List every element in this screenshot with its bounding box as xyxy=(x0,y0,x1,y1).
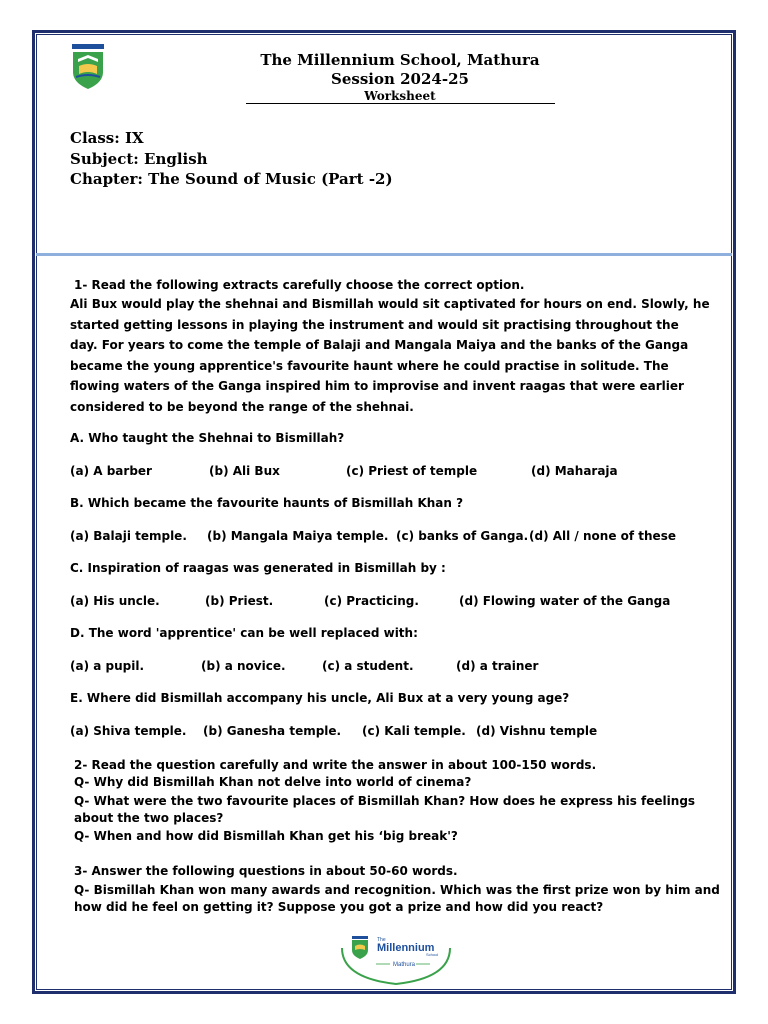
question-d-option-a: (a) a pupil. xyxy=(70,659,145,673)
footer-logo-city: Mathura xyxy=(393,962,416,968)
school-crest-logo xyxy=(70,44,106,90)
footer-logo-the: The xyxy=(377,937,386,943)
question-b-option-b: (b) Mangala Maiya temple. xyxy=(207,529,389,543)
question-e-option-c: (c) Kali temple. xyxy=(362,724,466,738)
question-e-option-d: (d) Vishnu temple xyxy=(476,724,598,738)
question-c: C. Inspiration of raagas was generated in Bismillah by : xyxy=(70,561,446,575)
question-b: B. Which became the favourite haunts of Bismillah Khan ? xyxy=(70,496,464,510)
question-b-option-a: (a) Balaji temple. xyxy=(70,529,187,543)
question-e-option-a: (a) Shiva temple. xyxy=(70,724,187,738)
question-a-option-a: (a) A barber xyxy=(70,464,152,478)
question-c-option-b: (b) Priest. xyxy=(205,594,274,608)
question-c-option-d: (d) Flowing water of the Ganga xyxy=(459,594,671,608)
footer-logo-school: School xyxy=(426,952,439,957)
question-c-option-a: (a) His uncle. xyxy=(70,594,160,608)
extract-passage: Ali Bux would play the shehnai and Bismillah would sit captivated for hours on end. Slowly, he started getting lessons in playing the instrument and would sit practising throughout the day. For years to come the temple of Balaji and Mangala Maiya and the banks of the Ganga became the young apprentice's favourite haunt where he could practise in solitude. The flowing waters of the Ganga inspired him to improvise and invent raagas that were earlier considered to be beyond the range of the shehnai. xyxy=(70,297,710,414)
question-b-option-d: (d) All / none of these xyxy=(529,529,676,543)
section-divider xyxy=(36,253,732,256)
question-d-option-d: (d) a trainer xyxy=(456,659,539,673)
document-header xyxy=(240,50,560,103)
section3-heading: 3- Answer the following questions in about 50-60 words. xyxy=(74,864,458,878)
question-e: E. Where did Bismillah accompany his uncle, Ali Bux at a very young age? xyxy=(70,691,570,705)
section2-heading: 2- Read the question carefully and write the answer in about 100-150 words. xyxy=(74,758,597,772)
question-d-option-b: (b) a novice. xyxy=(201,659,286,673)
question-a-option-d: (d) Maharaja xyxy=(531,464,618,478)
worksheet-meta xyxy=(70,128,393,190)
section1-heading: 1- Read the following extracts carefully choose the correct option. xyxy=(74,278,525,292)
question-a-option-b: (b) Ali Bux xyxy=(209,464,280,478)
question-d: D. The word 'apprentice' can be well replaced with: xyxy=(70,626,418,640)
school-name: The Millennium School, Mathura xyxy=(260,51,540,69)
footer-school-logo xyxy=(340,934,452,986)
footer-crest-icon xyxy=(352,936,368,959)
header-underline xyxy=(246,103,555,104)
question-a: A. Who taught the Shehnai to Bismillah? xyxy=(70,431,345,445)
chapter-label: Chapter: The Sound of Music (Part -2) xyxy=(70,170,393,188)
question-c-option-c: (c) Practicing. xyxy=(324,594,419,608)
question-d-option-c: (c) a student. xyxy=(322,659,414,673)
subject-label: Subject: English xyxy=(70,149,208,168)
class-label: Class: IX xyxy=(70,129,144,147)
section2-question-3: Q- When and how did Bismillah Khan get his ‘big break'? xyxy=(74,829,458,843)
worksheet-label: Worksheet xyxy=(364,89,436,103)
section3-question-1: Q- Bismillah Khan won many awards and recognition. Which was the first prize won by him and how did he feel on getting it? Suppose you got a prize and how did you react? xyxy=(74,883,720,914)
section2-question-2: Q- What were the two favourite places of Bismillah Khan? How does he express his feelings about the two places? xyxy=(74,794,696,825)
question-e-option-b: (b) Ganesha temple. xyxy=(203,724,342,738)
section2-question-1: Q- Why did Bismillah Khan not delve into world of cinema? xyxy=(74,775,472,789)
footer-logo-name: Millennium xyxy=(377,942,435,954)
question-a-option-c: (c) Priest of temple xyxy=(346,464,478,478)
question-b-option-c: (c) banks of Ganga. xyxy=(396,529,529,543)
session-label: Session 2024-25 xyxy=(331,70,469,88)
